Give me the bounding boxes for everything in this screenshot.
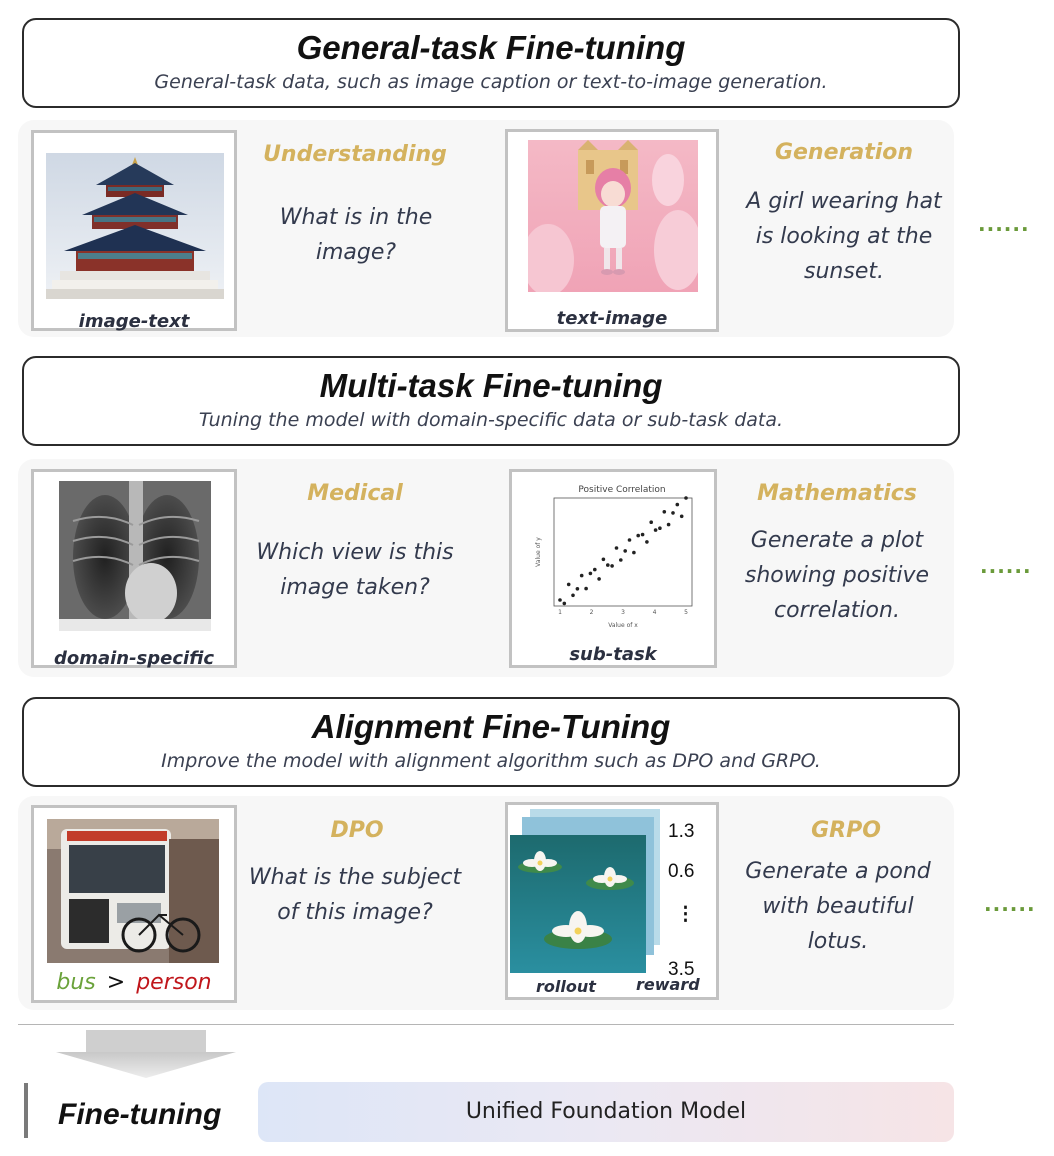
rollout-caption: rollout — [536, 977, 596, 996]
medical-label: Medical — [307, 481, 403, 506]
scatter-point — [567, 583, 571, 587]
scatter-point — [619, 558, 623, 562]
scatter-point — [623, 549, 627, 553]
scatter-point — [676, 503, 680, 507]
x-tick-label: 2 — [589, 609, 594, 616]
x-tick-label: 1 — [558, 609, 562, 616]
grpo-label: GRPO — [811, 818, 881, 843]
bus-image-frame — [31, 805, 237, 1003]
scatter-point — [615, 546, 619, 550]
alignment-panel — [18, 796, 954, 1010]
scatter-point — [628, 538, 632, 542]
left-accent-bar — [24, 1083, 28, 1138]
lotus-image — [510, 835, 646, 973]
grpo-prompt: Generate a pond with beautiful lotus. — [745, 859, 931, 954]
reward-value: 0.6 — [668, 861, 695, 882]
scatter-point — [654, 528, 658, 532]
girl-image-frame — [505, 129, 719, 332]
divider — [18, 1024, 954, 1025]
generation-prompt: A girl wearing hat is looking at the sunset. — [746, 189, 942, 284]
scatter-point — [580, 574, 584, 578]
multi-task-panel — [18, 459, 954, 677]
scatter-point — [563, 602, 567, 606]
scatter-point — [589, 572, 593, 576]
rejected-answer: person — [136, 970, 212, 995]
multi-task-header — [22, 356, 960, 446]
temple-image — [46, 153, 224, 299]
scatter-point — [593, 568, 597, 572]
image-caption: sub-task — [569, 644, 657, 665]
scatter-point — [667, 523, 671, 527]
x-tick-label: 3 — [621, 609, 625, 616]
scatter-point — [571, 594, 575, 598]
general-task-header — [22, 18, 960, 108]
dpo-label: DPO — [330, 818, 384, 843]
understanding-label: Understanding — [263, 142, 447, 167]
stage-title: Multi-task Fine-tuning — [319, 367, 663, 404]
scatter-point — [584, 587, 588, 591]
preference-symbol: > — [106, 970, 126, 995]
x-tick-label: 5 — [684, 609, 688, 616]
scatter-point — [558, 598, 562, 602]
stage-title: Alignment Fine-Tuning — [311, 708, 671, 745]
image-caption: text-image — [556, 308, 668, 329]
scatter-point — [671, 511, 675, 515]
scatter-point — [576, 587, 580, 591]
preferred-answer: bus — [56, 970, 96, 995]
grpo-image-frame — [505, 802, 719, 1000]
dpo-prompt: What is the subject of this image? — [248, 865, 462, 925]
fine-tuning-label: Fine-tuning — [58, 1098, 222, 1131]
image-caption: image-text — [78, 311, 190, 332]
stage-subtitle: General-task data, such as image caption or text-to-image generation. — [154, 71, 828, 93]
bus-image — [47, 819, 219, 963]
down-arrow-icon — [56, 1030, 236, 1080]
unified-foundation-model: Unified Foundation Model — [258, 1082, 954, 1142]
reward-value: 3.5 — [668, 959, 695, 980]
mathematics-prompt: Generate a plot showing positive correlation. — [744, 528, 930, 623]
x-tick-label: 4 — [652, 609, 657, 616]
stage-title: General-task Fine-tuning — [296, 29, 686, 66]
alignment-header — [22, 697, 960, 787]
scatter-point — [636, 534, 640, 538]
scatter-point — [658, 526, 662, 530]
reward-ellipsis: ⋮ — [676, 904, 695, 925]
correlation-plot — [530, 482, 700, 630]
scatter-point — [602, 558, 606, 562]
scatter-point — [632, 551, 636, 555]
xray-image — [59, 481, 211, 631]
preference-pair — [34, 970, 234, 995]
scatter-point — [663, 510, 667, 514]
xray-image-frame — [31, 469, 237, 668]
scatter-point — [645, 540, 649, 544]
generation-label: Generation — [774, 140, 914, 165]
scatter-point — [684, 496, 688, 500]
plot-title: Positive Correlation — [578, 485, 666, 495]
more-tasks-indicator: ...... — [978, 212, 1030, 236]
plot-ylabel: Value of y — [535, 537, 542, 567]
stage-subtitle: Tuning the model with domain-specific data or sub-task data. — [198, 409, 784, 431]
plot-xlabel: Value of x — [608, 622, 638, 629]
temple-image-frame — [31, 130, 237, 331]
scatter-point — [649, 520, 653, 524]
mathematics-label: Mathematics — [757, 481, 917, 506]
more-tasks-indicator: ...... — [980, 554, 1032, 578]
more-tasks-indicator: ...... — [984, 892, 1036, 916]
image-caption: domain-specific — [53, 648, 215, 669]
general-task-panel — [18, 120, 954, 337]
scatter-point — [597, 577, 601, 581]
reward-value: 1.3 — [668, 821, 695, 842]
stage-subtitle: Improve the model with alignment algorithm such as DPO and GRPO. — [161, 750, 821, 772]
scatter-point — [680, 515, 684, 519]
girl-image — [528, 140, 698, 292]
scatter-point — [641, 533, 645, 537]
scatter-point — [606, 563, 610, 567]
reward-caption: reward — [636, 975, 700, 994]
understanding-prompt: What is in the image? — [279, 205, 433, 265]
scatter-point — [610, 564, 614, 568]
plot-image-frame — [509, 469, 717, 668]
medical-prompt: Which view is this image taken? — [256, 540, 454, 600]
